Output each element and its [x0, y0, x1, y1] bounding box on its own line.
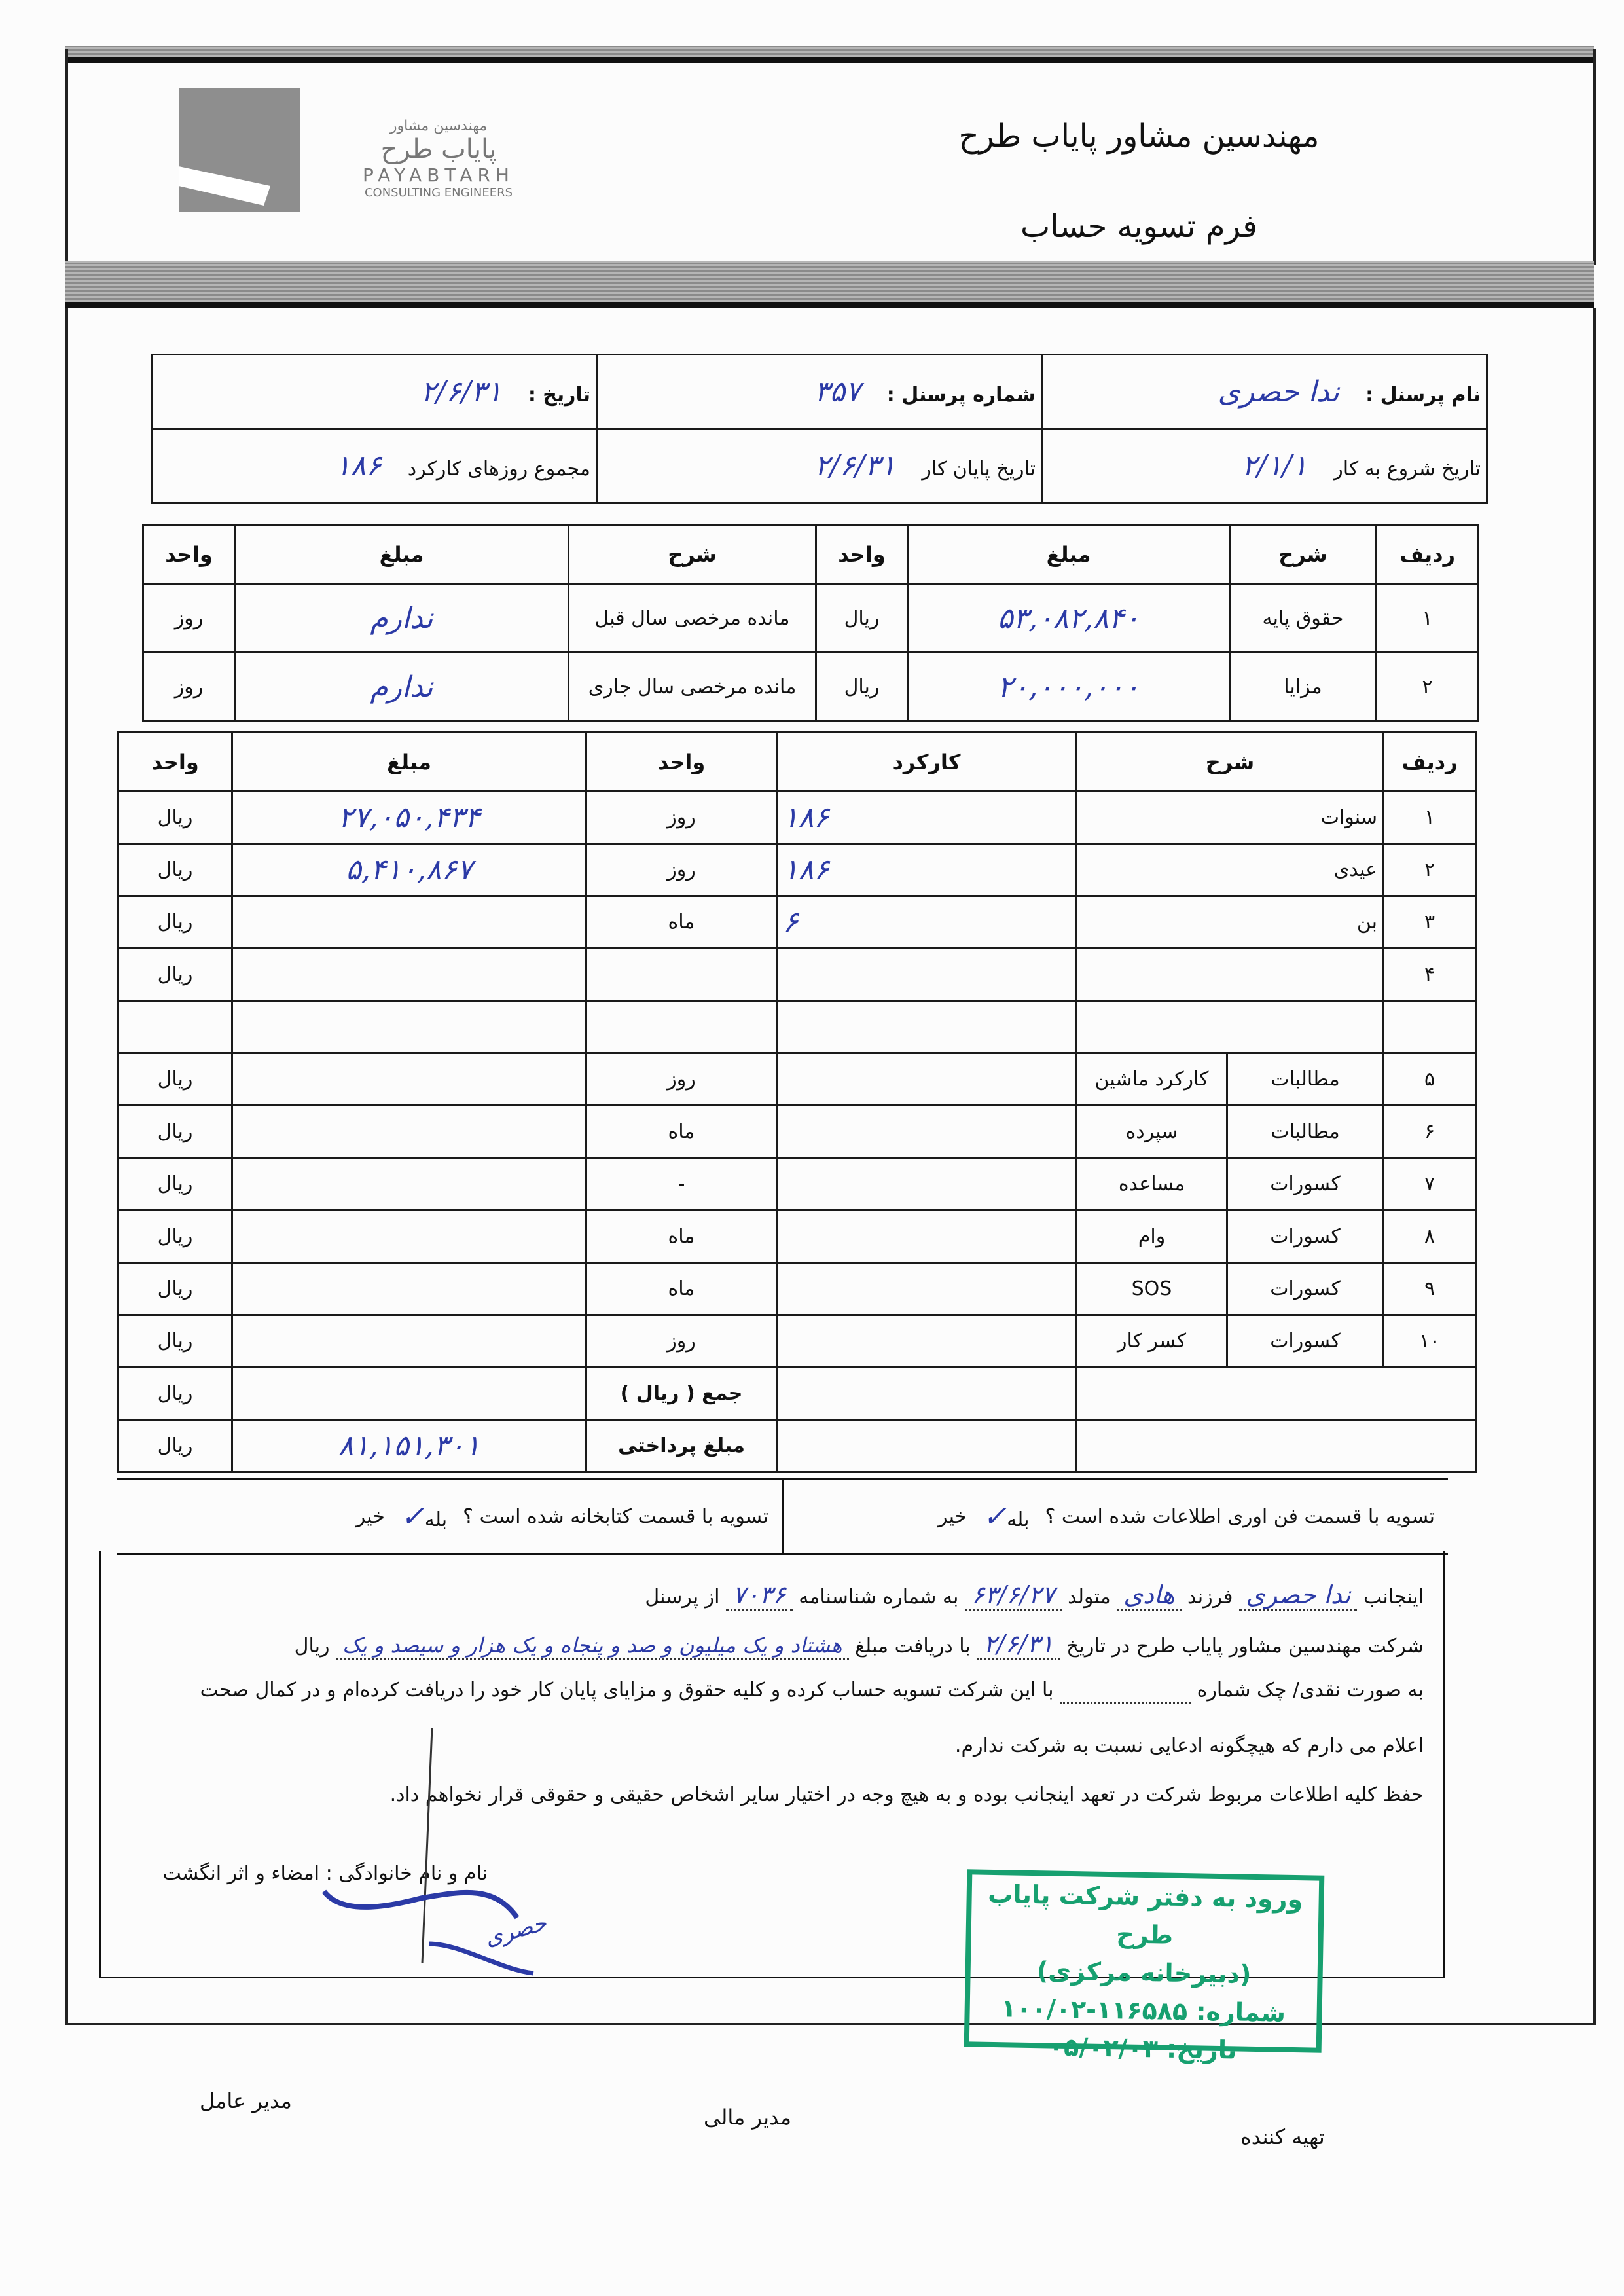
personnel-name-value: ندا حصری — [1218, 374, 1340, 409]
date-value: ۲/۶/۳۱ — [420, 374, 502, 409]
row-currency: ریال — [118, 1211, 232, 1263]
stamp-date-label: تاریخ: — [1166, 2034, 1237, 2065]
leave-description: مانده مرخصی سال جاری — [569, 653, 816, 721]
payable-amount: ۸۱,۱۵۱,۳۰۱ — [232, 1420, 586, 1472]
personnel-number-label: شماره پرسنل : — [886, 383, 1036, 407]
table-row — [118, 1158, 1476, 1211]
row-unit: ماه — [586, 1263, 777, 1315]
table-row — [118, 1001, 1476, 1053]
text: با این شرکت تسویه حساب کرده و کلیه حقوق و مزایای پایان کار خود را دریافت کرده‌ام و در کمال صحت — [200, 1679, 1054, 1702]
row-work-amount — [777, 949, 1077, 1001]
start-date-cell — [1042, 429, 1487, 503]
row-category: کسورات — [1227, 1211, 1384, 1263]
row-unit: ماه — [586, 896, 777, 949]
row-description: حقوق پایه — [1230, 584, 1377, 653]
date-label: تاریخ : — [528, 383, 590, 407]
row-work-amount: ۶ — [777, 896, 1077, 949]
row-amount — [232, 1263, 586, 1315]
row-currency: ریال — [118, 1106, 232, 1158]
leave-amount: ندارم — [235, 653, 569, 721]
header-leave-unit: واحد — [143, 525, 235, 584]
library-question: تسویه با قسمت کتابخانه شده است ؟ — [463, 1504, 768, 1528]
end-date-cell — [597, 429, 1042, 503]
row-description — [1077, 1001, 1384, 1053]
leave-unit: روز — [143, 653, 235, 721]
text: شرکت مهندسین مشاور پایاب طرح در تاریخ — [1066, 1635, 1424, 1658]
table-row — [118, 792, 1476, 844]
row-amount — [232, 949, 586, 1001]
signature-name: حصری — [482, 1910, 550, 1952]
row-currency: ریال — [118, 949, 232, 1001]
personnel-name-label: نام پرسنل : — [1365, 383, 1481, 407]
total-row — [118, 1368, 1476, 1420]
library-no-option[interactable]: خیر — [355, 1504, 385, 1528]
declarant-name: ندا حصری — [1239, 1580, 1357, 1611]
logo-mark-icon — [179, 88, 300, 212]
row-description: بن — [1077, 896, 1384, 949]
it-yes-label: بله — [1007, 1508, 1030, 1531]
row-currency: ریال — [118, 844, 232, 896]
row-number: ۵ — [1384, 1053, 1476, 1106]
payable-row — [118, 1420, 1476, 1472]
table-row — [118, 1053, 1476, 1106]
signature-label: نام و نام خانوادگی : امضاء و اثر انگشت — [162, 1862, 488, 1885]
row-category: مطالبات — [1227, 1053, 1384, 1106]
logo-text — [314, 118, 563, 200]
form-title: فرم تسویه حساب — [1020, 208, 1258, 245]
row-unit: ماه — [586, 1211, 777, 1263]
header-row-no: ردیف — [1384, 733, 1476, 792]
row-work-amount — [777, 1106, 1077, 1158]
check-icon: ✓ — [400, 1499, 425, 1533]
row-amount — [232, 896, 586, 949]
header-leave-desc: شرح — [569, 525, 816, 584]
row-description: مزایا — [1230, 653, 1377, 721]
row-work-amount — [777, 1315, 1077, 1368]
row-category: مطالبات — [1227, 1106, 1384, 1158]
row-number: ۹ — [1384, 1263, 1476, 1315]
row-work-amount — [777, 1158, 1077, 1211]
row-currency: ریال — [118, 1315, 232, 1368]
text: فرزند — [1187, 1586, 1233, 1609]
settlement-questions — [117, 1478, 1448, 1555]
header-leave-amount: مبلغ — [235, 525, 569, 584]
text: از پرسنل — [645, 1586, 720, 1609]
table-row — [118, 844, 1476, 896]
row-work-amount — [777, 1001, 1077, 1053]
header-unit: واحد — [586, 733, 777, 792]
header-amount: مبلغ — [232, 733, 586, 792]
personnel-name-cell — [1042, 355, 1487, 429]
header-desc: شرح — [1230, 525, 1377, 584]
table-row — [118, 1315, 1476, 1368]
row-description: مساعده — [1077, 1158, 1227, 1211]
check-icon: ✓ — [983, 1499, 1007, 1533]
signature-icon — [317, 1728, 579, 1977]
personnel-info-table — [151, 354, 1488, 504]
total-amount — [232, 1368, 586, 1420]
table-row — [118, 896, 1476, 949]
row-description — [1077, 949, 1384, 1001]
birth-date: ۶۳/۶/۲۷ — [965, 1580, 1062, 1611]
end-date-value: ۲/۶/۳۱ — [814, 449, 896, 483]
text: ریال — [294, 1635, 330, 1658]
table-row — [143, 653, 1479, 721]
empty-cell — [1077, 1368, 1476, 1420]
end-date-label: تاریخ پایان کار — [922, 458, 1036, 481]
row-unit — [586, 1001, 777, 1053]
row-number: ۸ — [1384, 1211, 1476, 1263]
header-unit: واحد — [816, 525, 908, 584]
stamp-line-2: (دبیرخانه مرکزی) — [1036, 1956, 1252, 1989]
declaration-line-1 — [121, 1580, 1424, 1611]
registry-stamp — [964, 1869, 1325, 2065]
row-description: عیدی — [1077, 844, 1384, 896]
row-amount — [232, 1158, 586, 1211]
row-amount: ۲۰,۰۰۰,۰۰۰ — [908, 653, 1230, 721]
stamp-date: ۰۵/۰۲/۰۳ — [1048, 2032, 1159, 2064]
row-work-amount: ۱۸۶ — [777, 792, 1077, 844]
row-currency: ریال — [118, 1263, 232, 1315]
row-number: ۴ — [1384, 949, 1476, 1001]
logo-en-sub: CONSULTING ENGINEERS — [364, 186, 513, 200]
declaration-line-4: اعلام می دارم که هیچگونه ادعایی نسبت به شرکت ندارم. — [954, 1734, 1424, 1757]
row-description: وام — [1077, 1211, 1227, 1263]
text: به شماره شناسنامه — [799, 1586, 959, 1609]
header-amount: مبلغ — [908, 525, 1230, 584]
work-days-value: ۱۸۶ — [334, 449, 382, 483]
leave-description: مانده مرخصی سال قبل — [569, 584, 816, 653]
amount-in-words: هشتاد و یک میلیون و صد و پنجاه و یک هزار و سیصد و یک — [336, 1633, 849, 1660]
table-row — [118, 1211, 1476, 1263]
row-work-amount — [777, 1211, 1077, 1263]
row-number: ۲ — [1377, 653, 1479, 721]
header-currency: واحد — [118, 733, 232, 792]
empty-cell — [777, 1420, 1077, 1472]
header-row-no: ردیف — [1377, 525, 1479, 584]
header-work: کارکرد — [777, 733, 1077, 792]
row-number: ۱ — [1384, 792, 1476, 844]
row-description: سپرده — [1077, 1106, 1227, 1158]
settlement-items-table — [117, 731, 1477, 1473]
row-unit: ریال — [816, 584, 908, 653]
row-number: ۳ — [1384, 896, 1476, 949]
row-amount — [232, 1315, 586, 1368]
row-unit: ماه — [586, 1106, 777, 1158]
row-work-amount — [777, 1263, 1077, 1315]
row-number: ۶ — [1384, 1106, 1476, 1158]
logo-en-name: PAYABTARH — [363, 164, 514, 186]
row-unit: - — [586, 1158, 777, 1211]
row-amount — [232, 1053, 586, 1106]
row-unit: ریال — [816, 653, 908, 721]
row-work-amount — [777, 1053, 1077, 1106]
start-date-value: ۲/۱/۱ — [1241, 449, 1308, 483]
row-amount — [232, 1106, 586, 1158]
total-currency: ریال — [118, 1368, 232, 1420]
row-amount — [232, 1001, 586, 1053]
work-days-label: مجموع روزهای کارکرد — [407, 458, 590, 481]
table-row — [118, 1106, 1476, 1158]
logo-fa-name: پایاب طرح — [380, 134, 497, 164]
text: به صورت نقدی/ چک شماره — [1197, 1679, 1424, 1702]
stamp-number-label: شماره: — [1195, 1997, 1286, 2028]
row-category: کسورات — [1227, 1315, 1384, 1368]
row-currency — [118, 1001, 232, 1053]
stamp-line-1: ورود به دفتر شرکت پایاب طرح — [987, 1879, 1303, 1950]
payable-label: مبلغ پرداختی — [586, 1420, 777, 1472]
row-amount — [232, 1211, 586, 1263]
preparer-signature-label: تهیه کننده — [1240, 2124, 1325, 2149]
row-currency: ریال — [118, 1158, 232, 1211]
it-yes-option[interactable] — [983, 1500, 1029, 1533]
row-unit — [586, 949, 777, 1001]
text: اینجانب — [1363, 1586, 1424, 1609]
row-description: کسر کار — [1077, 1315, 1227, 1368]
row-category: کسورات — [1227, 1158, 1384, 1211]
leave-amount: ندارم — [235, 584, 569, 653]
empty-cell — [777, 1368, 1077, 1420]
father-name: هادی — [1117, 1580, 1181, 1611]
work-days-cell — [152, 429, 597, 503]
header-desc: شرح — [1077, 733, 1384, 792]
stamp-number: ۱۰۰/۰۲-۱۱۶۵۸۵ — [1001, 1994, 1188, 2026]
row-work-amount: ۱۸۶ — [777, 844, 1077, 896]
row-currency: ریال — [118, 792, 232, 844]
row-number — [1384, 1001, 1476, 1053]
total-label: جمع ( ریال ) — [586, 1368, 777, 1420]
row-unit: روز — [586, 844, 777, 896]
row-unit: روز — [586, 792, 777, 844]
declaration-line-3 — [121, 1679, 1424, 1704]
library-settlement — [117, 1480, 782, 1553]
library-yes-label: بله — [424, 1508, 448, 1531]
personnel-number-value: ۳۵۷ — [814, 374, 861, 409]
row-description: سنوات — [1077, 792, 1384, 844]
it-settlement — [782, 1480, 1448, 1553]
table-row — [118, 949, 1476, 1001]
finance-manager-signature-label: مدیر مالی — [704, 2105, 791, 2130]
logo-fa-small: مهندسین مشاور — [389, 118, 488, 134]
date-cell — [152, 355, 597, 429]
row-number: ۷ — [1384, 1158, 1476, 1211]
text: متولد — [1068, 1586, 1111, 1609]
row-number: ۱۰ — [1384, 1315, 1476, 1368]
declaration-line-2 — [121, 1630, 1424, 1660]
salary-leave-table — [142, 524, 1479, 722]
row-unit: روز — [586, 1315, 777, 1368]
company-title: مهندسین مشاور پایاب طرح — [958, 118, 1320, 155]
leave-unit: روز — [143, 584, 235, 653]
start-date-label: تاریخ شروع به کار — [1333, 458, 1481, 481]
empty-cell — [1077, 1420, 1476, 1472]
text: با دریافت مبلغ — [855, 1635, 971, 1658]
row-unit: روز — [586, 1053, 777, 1106]
settlement-date: ۲/۶/۳۱ — [977, 1630, 1060, 1660]
row-currency: ریال — [118, 1053, 232, 1106]
id-number: ۷۰۳۶ — [726, 1580, 793, 1611]
header-bottom-bar — [65, 261, 1594, 308]
it-question: تسویه با قسمت فن اوری اطلاعات شده است ؟ — [1045, 1504, 1435, 1528]
row-amount: ۵,۴۱۰,۸۶۷ — [232, 844, 586, 896]
ceo-signature-label: مدیر عامل — [200, 2088, 292, 2113]
declaration-line-5: حفظ کلیه اطلاعات مربوط شرکت در تعهد اینجانب بوده و به هیچ وجه در اختیار سایر اشخاص حقیقی و حقوقی قرار نخواهم داد. — [389, 1783, 1424, 1806]
personnel-number-cell — [597, 355, 1042, 429]
logo — [179, 88, 300, 212]
row-description: کارکرد ماشین — [1077, 1053, 1227, 1106]
payable-currency: ریال — [118, 1420, 232, 1472]
library-yes-option[interactable] — [401, 1500, 447, 1533]
row-description: SOS — [1077, 1263, 1227, 1315]
table-row — [118, 1263, 1476, 1315]
row-amount: ۵۳,۰۸۲,۸۴۰ — [908, 584, 1230, 653]
row-category: کسورات — [1227, 1263, 1384, 1315]
it-no-option[interactable]: خیر — [938, 1504, 967, 1528]
row-number: ۱ — [1377, 584, 1479, 653]
row-currency: ریال — [118, 896, 232, 949]
row-amount: ۲۷,۰۵۰,۴۳۴ — [232, 792, 586, 844]
row-number: ۲ — [1384, 844, 1476, 896]
table-row — [143, 584, 1479, 653]
